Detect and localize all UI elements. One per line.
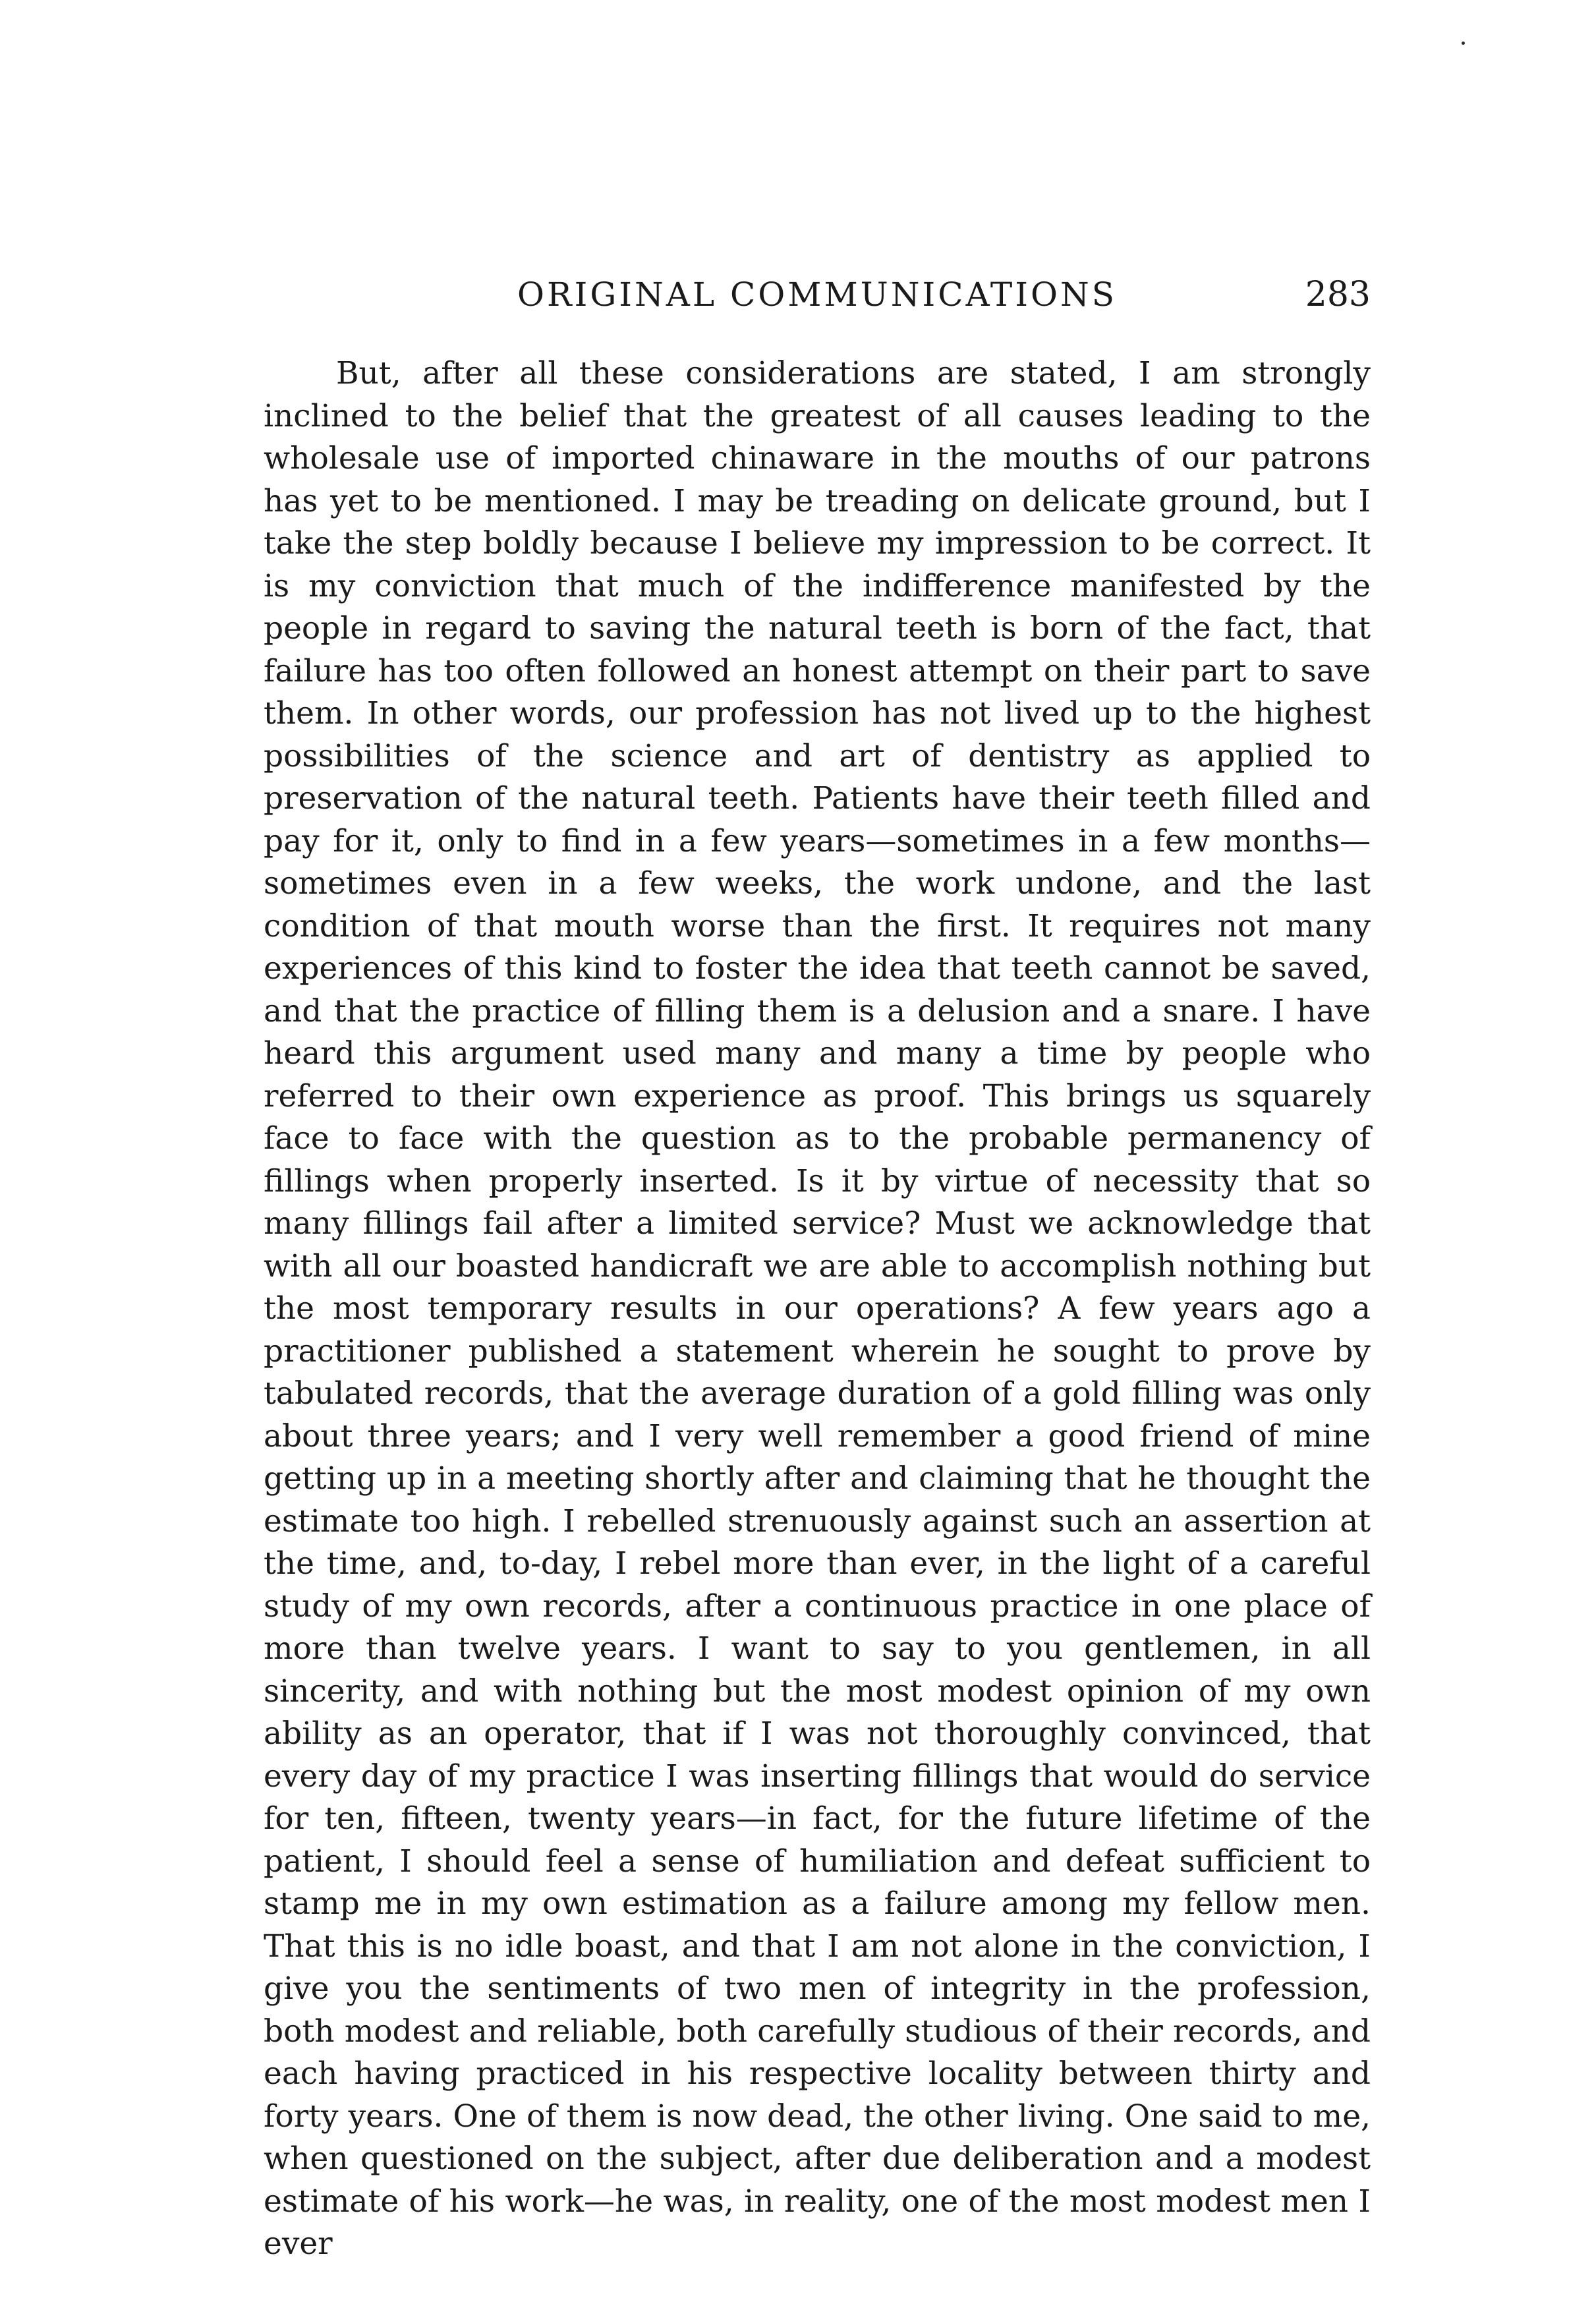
page-number: 283 <box>1305 275 1371 314</box>
ink-speck <box>1462 42 1465 45</box>
body-paragraph: But, after all these considerations are stated, I am strongly inclined to the belief that the greatest of all causes leading to the wholesale use of imported chinaware in the mouths of our patrons has yet to be mentioned. I may be treading on delicate ground, but I take the step boldly because I believe my impression to be correct. It is my conviction that much of the indifference manifested by the people in regard to saving the natural teeth is born of the fact, that failure has too often followed an honest attempt on their part to save them. In other words, our profession has not lived up to the highest possibilities of the science and art of dentistry as applied to preservation of the natural teeth. Patients have their teeth filled and pay for it, only to find in a few years—sometimes in a few months—sometimes even in a few weeks, the work undone, and the last condition of that mouth worse than the first. It requires not many experiences of this kind to foster the idea that teeth cannot be saved, and that the practice of filling them is a delusion and a snare. I have heard this argument used many and many a time by people who referred to their own experience as proof. This brings us squarely face to face with the question as to the probable permanency of fillings when properly inserted. Is it by virtue of necessity that so many fillings fail after a limited service? Must we acknowledge that with all our boasted handicraft we are able to accomplish nothing but the most temporary results in our operations? A few years ago a practitioner published a statement wherein he sought to prove by tabulated records, that the average duration of a gold filling was only about three years; and I very well remember a good friend of mine getting up in a meeting shortly after and claiming that he thought the estimate too high. I rebelled strenuously against such an assertion at the time, and, to-day, I rebel more than ever, in the light of a careful study of my own records, after a continuous practice in one place of more than twelve years. I want to say to you gentlemen, in all sincerity, and with nothing but the most modest opinion of my own ability as an operator, that if I was not thoroughly convinced, that every day of my practice I was inserting fillings that would do service for ten, fifteen, twenty years—in fact, for the future lifetime of the patient, I should feel a sense of humiliation and defeat sufficient to stamp me in my own estimation as a failure among my fellow men. That this is no idle boast, and that I am not alone in the conviction, I give you the sentiments of two men of integrity in the profession, both modest and reliable, both carefully studious of their records, and each having practiced in his respective locality between thirty and forty years. One of them is now dead, the other living. One said to me, when questioned on the subject, after due deliberation and a modest estimate of his work—he was, in reality, one of the most modest men I ever <box>264 355 1371 2262</box>
page-header <box>264 272 1371 324</box>
running-head: ORIGINAL COMMUNICATIONS <box>517 275 1118 314</box>
